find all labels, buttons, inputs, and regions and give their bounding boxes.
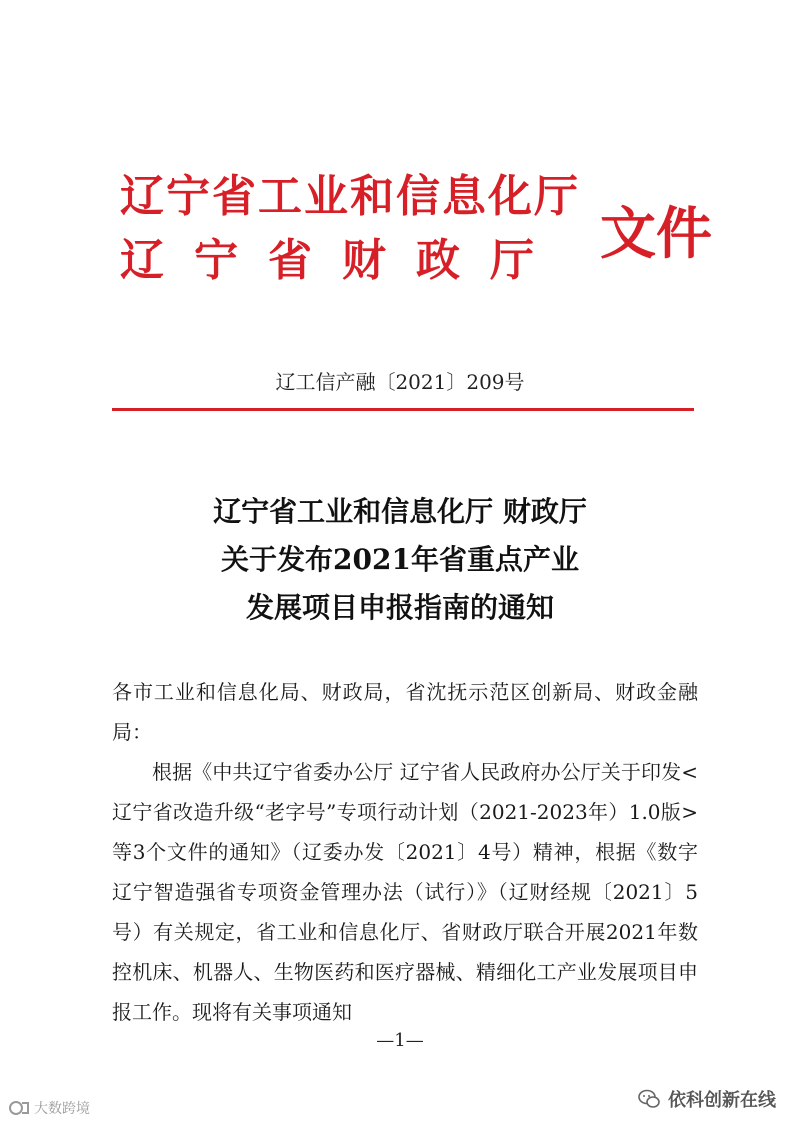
letterhead xyxy=(120,160,720,290)
page-number: —1— xyxy=(376,1030,424,1051)
watermark-left xyxy=(8,1098,90,1118)
salutation: 各市工业和信息化局、财政局，省沈抚示范区创新局、财政金融局： xyxy=(112,680,698,744)
watermark-right-text: 依科创新在线 xyxy=(668,1090,776,1111)
red-divider xyxy=(112,408,694,411)
document-title xyxy=(0,488,800,632)
title-line-2: 关于发布2021年省重点产业 xyxy=(221,543,579,576)
letterhead-suffix: 文件 xyxy=(600,202,712,267)
watermark-right xyxy=(638,1086,776,1112)
body-paragraph: 根据《中共辽宁省委办公厅 辽宁省人民政府办公厅关于印发<辽宁省改造升级“老字号”专项行动计划（2021-2023年）1.0版>等3个文件的通知》（辽委办发〔2021〕4号）精神，根据《数字辽宁智造强省专项资金管理办法（试行）》（辽财经规〔2021〕5号）有关规定，省工业和信息化厅、省财政厅联合开展2021年数控机床、机器人、生物医药和医疗器械、精细化工产业发展项目申报工作。现将有关事项通知 xyxy=(112,760,698,1024)
document-number: 辽工信产融〔2021〕209号 xyxy=(275,370,525,394)
letterhead-line-2: 辽宁省财政厅 xyxy=(120,235,564,286)
brand-logo-icon xyxy=(8,1100,30,1116)
watermark-left-text: 大数跨境 xyxy=(34,1101,90,1117)
letterhead-line-1: 辽宁省工业和信息化厅 xyxy=(120,171,580,222)
title-line-3: 发展项目申报指南的通知 xyxy=(245,591,554,624)
wechat-icon xyxy=(638,1089,660,1109)
title-line-1: 辽宁省工业和信息化厅 财政厅 xyxy=(213,495,587,528)
document-body xyxy=(112,672,698,1032)
